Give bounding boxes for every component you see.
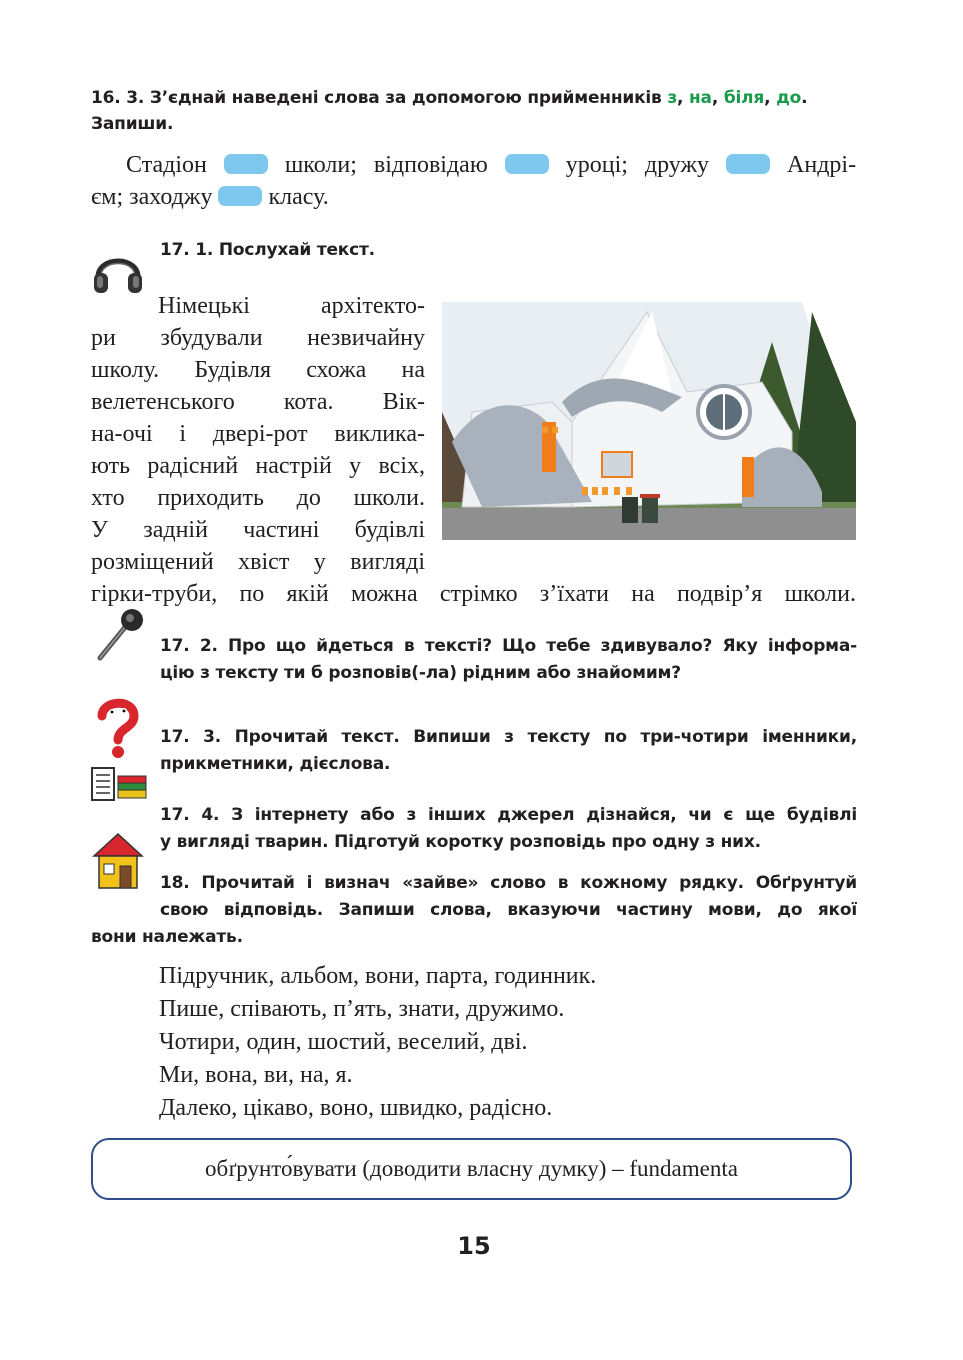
separator: , — [677, 88, 690, 108]
question-mark-icon — [96, 698, 140, 760]
task-18-line-3: вони належать. — [91, 927, 243, 947]
text-fragment: Андрі- — [787, 152, 857, 178]
task-17-4-line-1: 17. 4. З інтернету або з інших джерел дізнайся, чи є ще будівлі — [160, 805, 857, 825]
task-16-3-line-1 — [126, 149, 856, 181]
vocabulary-box — [91, 1138, 852, 1200]
text-fragment: школи; відповідаю — [284, 152, 488, 178]
task-16-3-line-2 — [91, 181, 329, 213]
preposition: на — [689, 88, 712, 108]
separator: , — [764, 88, 777, 108]
preposition: до — [776, 88, 802, 108]
text-line: ють радісний настрій у всіх, — [91, 453, 425, 479]
house-icon — [92, 832, 144, 890]
blank-field[interactable] — [505, 154, 549, 174]
page-number: 15 — [457, 1232, 491, 1260]
task-18-rows — [159, 960, 596, 1125]
word-row: Чотири, один, шостий, веселий, дві. — [159, 1029, 528, 1055]
books-icon — [90, 766, 148, 802]
microphone-icon — [94, 606, 148, 662]
blank-field[interactable] — [218, 186, 262, 206]
text-line: Німецькі архітекто- — [158, 293, 425, 319]
word-row: Підручник, альбом, вони, парта, годинник. — [159, 963, 597, 989]
task-18-line-1: 18. Прочитай і визнач «зайве» слово в кожному рядку. Обґрунтуй — [160, 873, 857, 893]
text-fragment: уроці; дружу — [565, 152, 710, 178]
text-line: школу. Будівля схожа на — [91, 357, 425, 383]
headphones-icon — [90, 241, 146, 297]
word-row: Пише, співають, п’ять, знати, дружимо. — [159, 996, 565, 1022]
word-row: Далеко, цікаво, воно, швидко, радісно. — [159, 1095, 553, 1121]
task-17-1-title: 17. 1. Послухай текст. — [160, 240, 375, 260]
task-17-1-text — [91, 290, 425, 578]
vocabulary-text: обґрунто́вувати (доводити власну думку) – fundamenta — [205, 1156, 738, 1181]
task-16-3-text: З’єднай наведені слова за допомогою прийменників — [149, 88, 662, 108]
text-line: велетенського кота. Вік- — [91, 389, 425, 415]
task-16-3-text-b: Запиши. — [91, 114, 174, 134]
task-17-3-line-1: 17. 3. Прочитай текст. Випиши з тексту по три-чотири іменники, — [160, 727, 857, 747]
text-fragment: Стадіон — [126, 152, 207, 178]
task-16-3-number: 16. 3. — [91, 88, 145, 108]
text-line: У задній частині будівлі — [91, 517, 425, 543]
task-17-4-line-2: у вигляді тварин. Підготуй коротку розповідь про одну з них. — [160, 832, 761, 852]
text-line: ри збудували незвичайну — [91, 325, 425, 351]
task-17-2-line-2: цію з тексту ти б розповів(-ла) рідним або знайомим? — [160, 663, 681, 683]
text-line: розміщений хвіст у вигляді — [91, 549, 425, 575]
text-line: на-очі і двері-рот виклика- — [91, 421, 425, 447]
task-17-3-line-2: прикметники, дієслова. — [160, 754, 391, 774]
task-16-3-heading — [91, 85, 861, 137]
preposition: з — [667, 88, 678, 108]
word-row: Ми, вона, ви, на, я. — [159, 1062, 353, 1088]
text-line: гірки-труби, по якій можна стрімко з’їхати на подвір’я школи. — [91, 581, 856, 607]
separator: , — [711, 88, 724, 108]
task-17-2-line-1: 17. 2. Про що йдеться в тексті? Що тебе здивувало? Яку інформа- — [160, 636, 857, 656]
text-fragment: класу. — [268, 184, 329, 210]
text-line: хто приходить до школи. — [91, 485, 425, 511]
blank-field[interactable] — [726, 154, 770, 174]
task-18-line-2: свою відповідь. Запиши слова, вказуючи частину мови, до якої — [160, 900, 857, 920]
preposition: біля — [723, 88, 765, 108]
separator: . — [801, 88, 808, 108]
cat-school-photo — [442, 302, 856, 540]
blank-field[interactable] — [224, 154, 268, 174]
text-fragment: єм; заходжу — [91, 184, 213, 210]
